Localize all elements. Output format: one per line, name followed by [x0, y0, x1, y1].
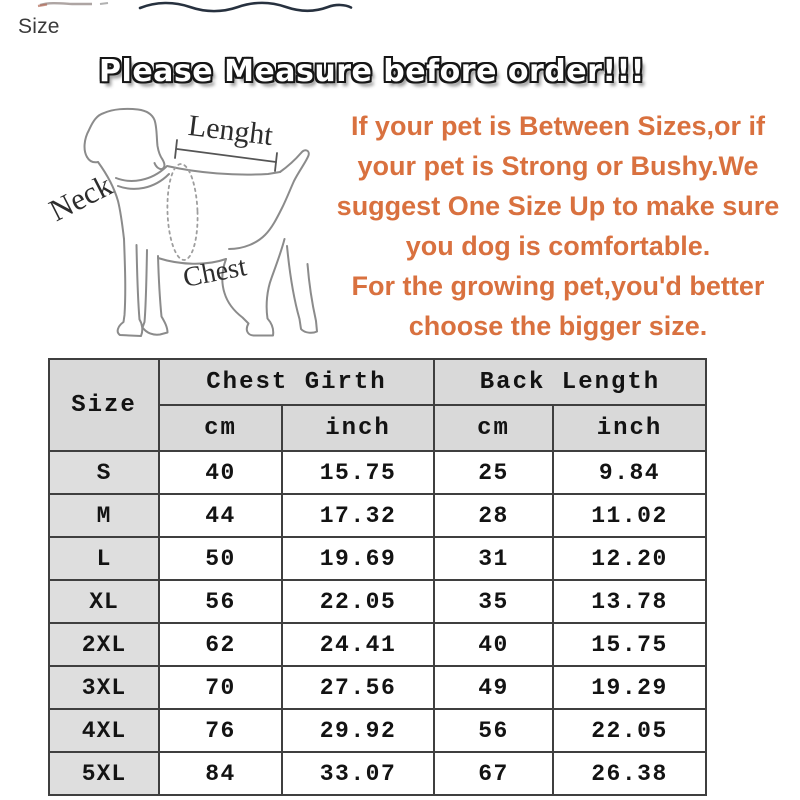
chest-inch-cell: 33.07: [282, 752, 434, 795]
back-cm-cell: 35: [434, 580, 553, 623]
chest-cm-cell: 62: [159, 623, 282, 666]
back-cm-cell: 40: [434, 623, 553, 666]
notice-line: you dog is comfortable.: [405, 231, 711, 261]
size-cell: 4XL: [49, 709, 159, 752]
size-cell: S: [49, 451, 159, 494]
table-row: [49, 709, 706, 752]
notice-line: suggest One Size Up to make sure: [336, 191, 780, 221]
size-cell: 5XL: [49, 752, 159, 795]
chest-cm-cell: 56: [159, 580, 282, 623]
dog-tail: [229, 150, 309, 249]
chest-cm-cell: 44: [159, 494, 282, 537]
page-title: Please Measure before order!!!: [99, 54, 645, 89]
chest-girth-header: Chest Girth: [159, 359, 434, 405]
size-cell: 2XL: [49, 623, 159, 666]
back-inch-cell: 13.78: [553, 580, 706, 623]
chest-inch-cell: 22.05: [282, 580, 434, 623]
table-row: [49, 451, 706, 494]
size-cell: L: [49, 537, 159, 580]
back-inch-cell: 15.75: [553, 623, 706, 666]
chest-cm-cell: 84: [159, 752, 282, 795]
back-cm-cell: 49: [434, 666, 553, 709]
back-cm-header: cm: [434, 405, 553, 451]
back-length-header: Back Length: [434, 359, 706, 405]
back-inch-cell: 9.84: [553, 451, 706, 494]
back-inch-cell: 11.02: [553, 494, 706, 537]
chest-inch-cell: 15.75: [282, 451, 434, 494]
size-cell: XL: [49, 580, 159, 623]
chest-cm-cell: 70: [159, 666, 282, 709]
chest-cm-cell: 40: [159, 451, 282, 494]
back-cm-cell: 67: [434, 752, 553, 795]
chest-cm-header: cm: [159, 405, 282, 451]
dog-head-outline: [85, 109, 165, 169]
chest-cm-cell: 76: [159, 709, 282, 752]
table-row: [49, 580, 706, 623]
notice-line: If your pet is Between Sizes,or if: [350, 111, 766, 141]
chest-girth-ellipse: [166, 164, 199, 261]
torn-edge-smudge: [36, 0, 118, 10]
notice-line: choose the bigger size.: [408, 311, 708, 341]
table-header-row: [49, 359, 706, 405]
notice-line: For the growing pet,you'd better: [351, 271, 765, 301]
notice-line: your pet is Strong or Bushy.We: [357, 151, 759, 181]
neck-label: Neck: [43, 167, 118, 228]
size-chart-table: [48, 358, 707, 796]
table-row: [49, 623, 706, 666]
back-cm-cell: 28: [434, 494, 553, 537]
sizing-notice: [322, 106, 794, 346]
chest-inch-cell: 19.69: [282, 537, 434, 580]
chest-inch-cell: 24.41: [282, 623, 434, 666]
back-cm-cell: 56: [434, 709, 553, 752]
back-inch-cell: 26.38: [553, 752, 706, 795]
chest-inch-cell: 27.56: [282, 666, 434, 709]
back-cm-cell: 25: [434, 451, 553, 494]
size-cell: 3XL: [49, 666, 159, 709]
chest-inch-cell: 29.92: [282, 709, 434, 752]
chest-inch-header: inch: [282, 405, 434, 451]
wavy-line-decoration: [138, 0, 354, 15]
chest-label: Chest: [180, 251, 250, 294]
back-inch-cell: 19.29: [553, 666, 706, 709]
size-section-label: Size: [18, 15, 60, 38]
back-cm-cell: 31: [434, 537, 553, 580]
length-label: Lenght: [186, 108, 275, 153]
back-inch-cell: 22.05: [553, 709, 706, 752]
table-row: [49, 666, 706, 709]
table-row: [49, 537, 706, 580]
chest-inch-cell: 17.32: [282, 494, 434, 537]
back-inch-cell: 12.20: [553, 537, 706, 580]
table-row: [49, 752, 706, 795]
size-cell: M: [49, 494, 159, 537]
chest-cm-cell: 50: [159, 537, 282, 580]
back-inch-header: inch: [553, 405, 706, 451]
table-row: [49, 494, 706, 537]
size-column-header: Size: [49, 359, 159, 451]
